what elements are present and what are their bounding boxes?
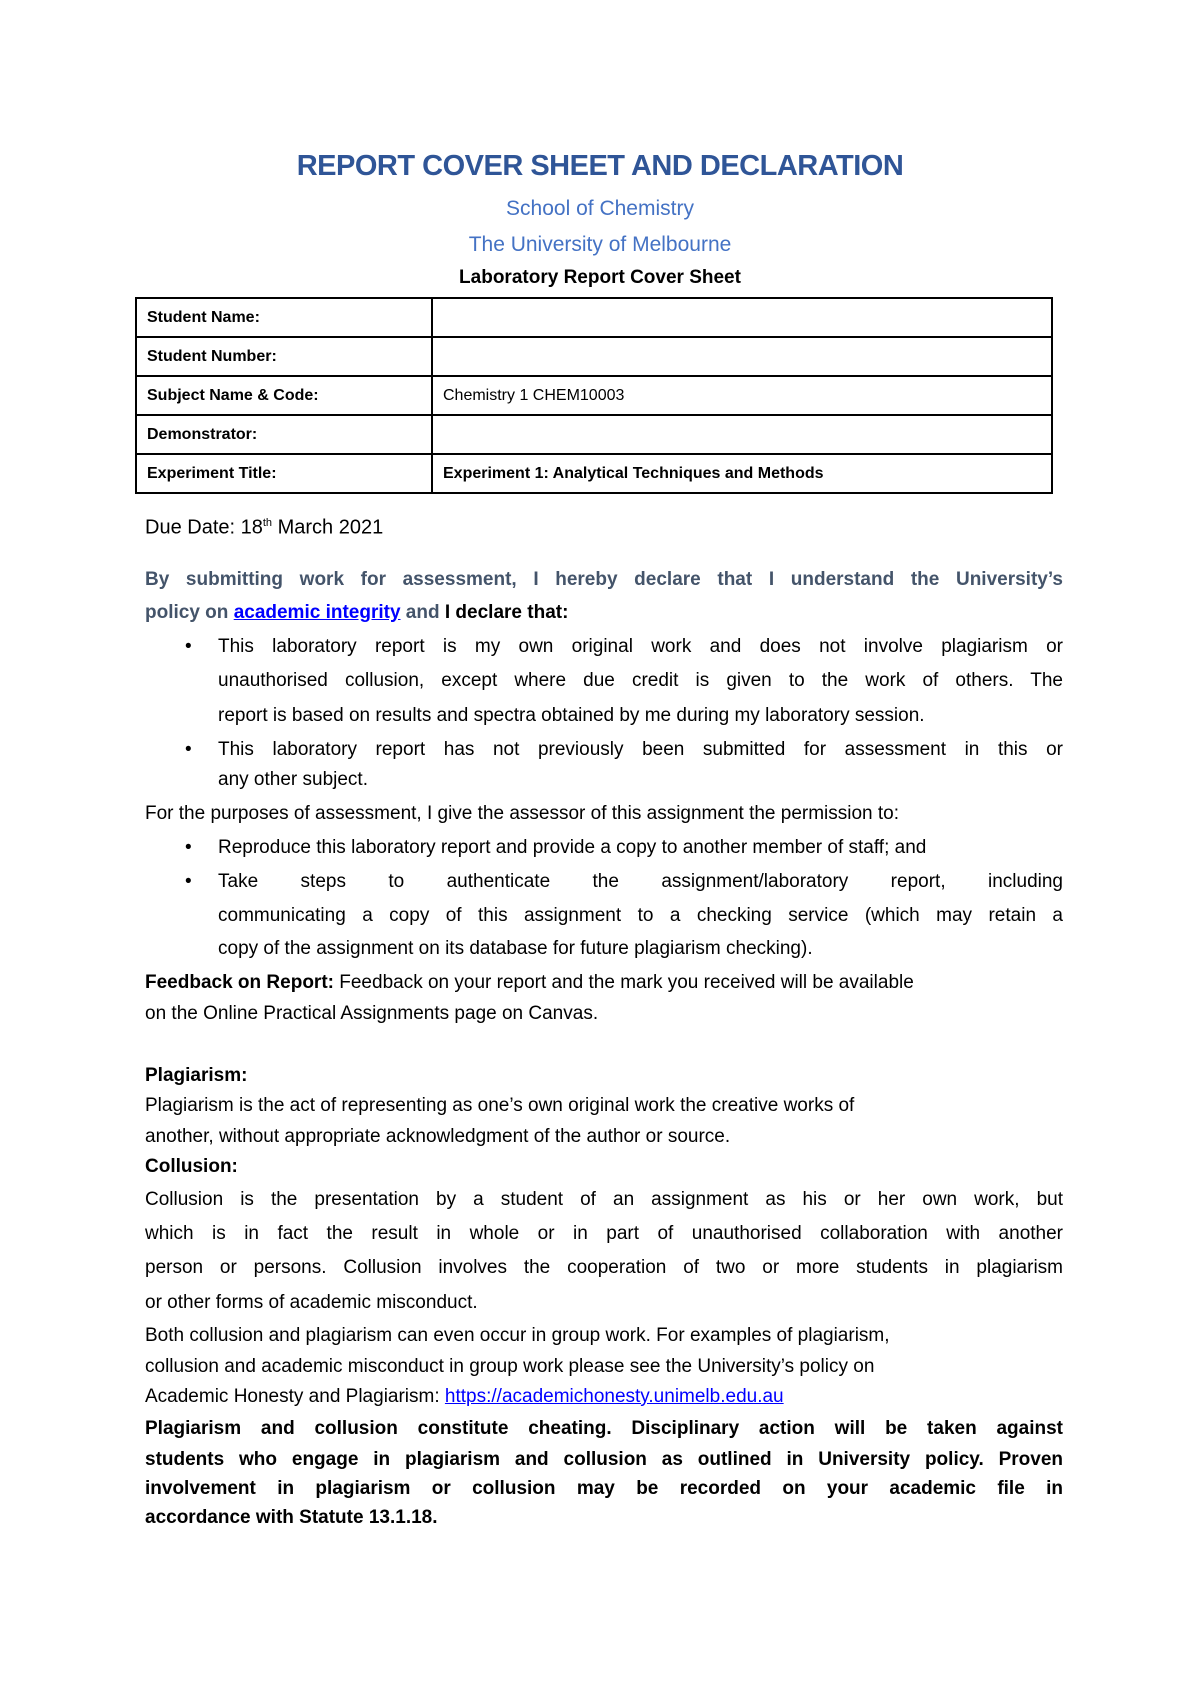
feedback-line — [145, 971, 1063, 995]
cover-sheet-table — [135, 297, 1053, 494]
field-label: Demonstrator: — [136, 415, 432, 454]
declaration-line: By submitting work for assessment, I hereby declare that I understand the University’s — [145, 569, 1063, 590]
table-row — [136, 376, 1052, 415]
due-date-text: Due Date: 18 — [145, 516, 263, 539]
subject-field[interactable]: Chemistry 1 CHEM10003 — [432, 376, 1052, 415]
due-date — [145, 511, 1063, 540]
warning-line: students who engage in plagiarism and collusion as outlined in University policy. Proven — [145, 1449, 1063, 1470]
bullet-line: report is based on results and spectra obtained by me during my laboratory session. — [218, 705, 925, 726]
student-number-field[interactable] — [432, 337, 1052, 376]
university-name: The University of Melbourne — [468, 233, 732, 256]
table-row — [136, 415, 1052, 454]
table-row — [136, 454, 1052, 493]
academic-honesty-link[interactable]: https://academichonesty.unimelb.edu.au — [444, 1386, 784, 1407]
feedback-text: Feedback on your report and the mark you received will be available — [333, 972, 914, 993]
declaration-text: and — [400, 602, 445, 623]
bullet-line: Reproduce this laboratory report and provide a copy to another member of staff; and — [218, 837, 927, 858]
declaration-text: policy on — [145, 602, 234, 623]
plagiarism-heading: Plagiarism: — [145, 1065, 248, 1086]
group-text: Academic Honesty and Plagiarism: — [145, 1386, 445, 1407]
collusion-heading: Collusion: — [145, 1156, 238, 1177]
plagiarism-line: Plagiarism is the act of representing as one’s own original work the creative works of — [145, 1095, 855, 1116]
declaration-line — [145, 601, 1063, 625]
school-name: School of Chemistry — [506, 197, 694, 220]
bullet-icon: • — [185, 739, 192, 760]
bullet-line: This laboratory report is my own original work and does not involve plagiarism or — [218, 636, 1063, 657]
bullet-line: Take steps to authenticate the assignment/laboratory report, including — [218, 871, 1063, 892]
bullet-line: unauthorised collusion, except where due credit is given to the work of others. The — [218, 670, 1063, 691]
field-label: Student Name: — [136, 298, 432, 337]
feedback-label: Feedback on Report: — [145, 972, 334, 993]
collusion-line: person or persons. Collusion involves the cooperation of two or more students in plagiarism — [145, 1257, 1063, 1278]
group-line: collusion and academic misconduct in group work please see the University’s policy on — [145, 1356, 875, 1377]
warning-line: involvement in plagiarism or collusion may be recorded on your academic file in — [145, 1478, 1063, 1499]
bullet-line: communicating a copy of this assignment to a checking service (which may retain a — [218, 905, 1063, 926]
page-title: REPORT COVER SHEET AND DECLARATION — [296, 150, 904, 182]
feedback-line: on the Online Practical Assignments page on Canvas. — [145, 1003, 599, 1024]
field-label: Experiment Title: — [136, 454, 432, 493]
bullet-line: any other subject. — [218, 769, 368, 790]
due-date-suffix: March 2021 — [272, 516, 384, 539]
declaration-text: I declare that: — [444, 602, 569, 623]
table-row — [136, 337, 1052, 376]
collusion-line: Collusion is the presentation by a student of an assignment as his or her own work, but — [145, 1189, 1063, 1210]
collusion-line: or other forms of academic misconduct. — [145, 1292, 478, 1313]
cover-sheet-subtitle: Laboratory Report Cover Sheet — [459, 267, 741, 288]
field-label: Subject Name & Code: — [136, 376, 432, 415]
bullet-line: This laboratory report has not previously been submitted for assessment in this or — [218, 739, 1063, 760]
collusion-line: which is in fact the result in whole or in part of unauthorised collaboration with another — [145, 1223, 1063, 1244]
bullet-icon: • — [185, 837, 192, 858]
experiment-title-field[interactable]: Experiment 1: Analytical Techniques and Methods — [432, 454, 1052, 493]
bullet-icon: • — [185, 871, 192, 892]
group-line — [145, 1385, 1063, 1409]
warning-line: accordance with Statute 13.1.18. — [145, 1507, 438, 1528]
table-row — [136, 298, 1052, 337]
bullet-line: copy of the assignment on its database for future plagiarism checking). — [218, 938, 813, 959]
permission-text: For the purposes of assessment, I give the assessor of this assignment the permission to: — [145, 803, 900, 824]
due-date-sup: th — [262, 517, 273, 529]
academic-integrity-link[interactable]: academic integrity — [233, 602, 401, 623]
bullet-icon: • — [185, 636, 192, 657]
student-name-field[interactable] — [432, 298, 1052, 337]
warning-line: Plagiarism and collusion constitute cheating. Disciplinary action will be taken against — [145, 1418, 1063, 1439]
plagiarism-line: another, without appropriate acknowledgment of the author or source. — [145, 1126, 731, 1147]
group-line: Both collusion and plagiarism can even occur in group work. For examples of plagiarism, — [145, 1325, 890, 1346]
demonstrator-field[interactable] — [432, 415, 1052, 454]
field-label: Student Number: — [136, 337, 432, 376]
